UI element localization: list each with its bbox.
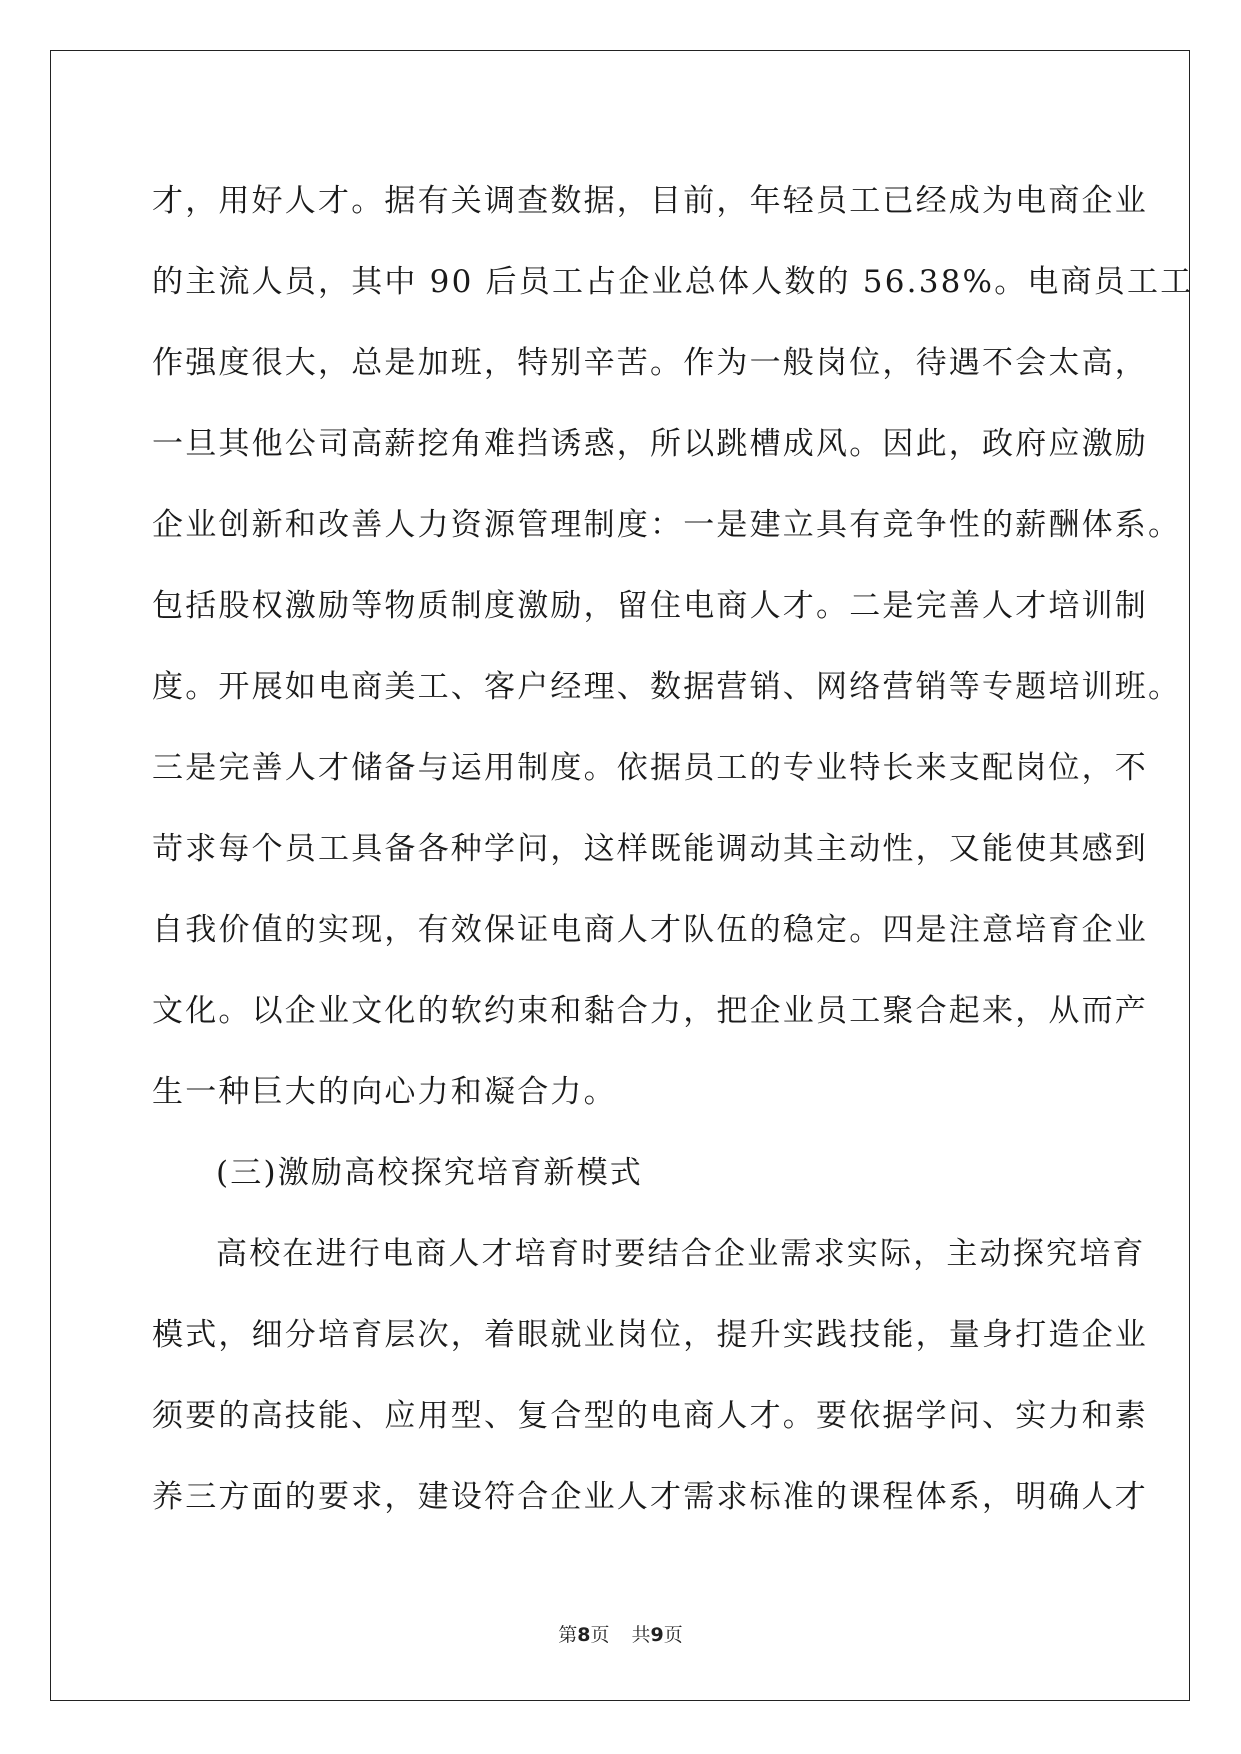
text-line-17: 养三方面的要求，建设符合企业人才需求标准的课程体系，明确人才	[152, 1479, 1148, 1515]
text-line-10: 自我价值的实现，有效保证电商人才队伍的稳定。四是注意培育企业	[152, 912, 1148, 948]
text-line-12: 生一种巨大的向心力和凝合力。	[152, 1074, 617, 1110]
page-footer	[0, 1620, 1241, 1647]
text-line-8: 三是完善人才储备与运用制度。依据员工的专业特长来支配岗位，不	[152, 750, 1148, 786]
total-prefix: 共	[631, 1624, 651, 1646]
section-heading: (三)激励高校探究培育新模式	[216, 1155, 643, 1191]
text-line-14: 高校在进行电商人才培育时要结合企业需求实际，主动探究培育	[216, 1236, 1146, 1272]
text-line-6: 包括股权激励等物质制度激励，留住电商人才。二是完善人才培训制	[152, 588, 1148, 624]
text-line-9: 苛求每个员工具备各种学问，这样既能调动其主动性，又能使其感到	[152, 831, 1148, 867]
total-page-number: 9	[650, 1624, 664, 1646]
text-line-15: 模式，细分培育层次，着眼就业岗位，提升实践技能，量身打造企业	[152, 1317, 1148, 1353]
text-line-16: 须要的高技能、应用型、复合型的电商人才。要依据学问、实力和素	[152, 1398, 1148, 1434]
text-line-7: 度。开展如电商美工、客户经理、数据营销、网络营销等专题培训班。	[152, 669, 1182, 705]
current-page-number: 8	[577, 1624, 591, 1646]
page-prefix: 第	[558, 1624, 578, 1646]
text-line-3: 作强度很大，总是加班，特别辛苦。作为一般岗位，待遇不会太高，	[152, 345, 1148, 381]
total-suffix: 页	[663, 1624, 683, 1646]
text-line-5: 企业创新和改善人力资源管理制度：一是建立具有竞争性的薪酬体系。	[152, 507, 1182, 543]
text-line-4: 一旦其他公司高薪挖角难挡诱惑，所以跳槽成风。因此，政府应激励	[152, 426, 1148, 462]
text-line-11: 文化。以企业文化的软约束和黏合力，把企业员工聚合起来，从而产	[152, 993, 1148, 1029]
text-line-2: 的主流人员，其中 90 后员工占企业总体人数的 56.38%。电商员工工	[152, 264, 1194, 300]
text-line-1: 才，用好人才。据有关调查数据，目前，年轻员工已经成为电商企业	[152, 183, 1148, 219]
page-suffix: 页	[590, 1624, 610, 1646]
document-body	[152, 161, 1194, 1538]
